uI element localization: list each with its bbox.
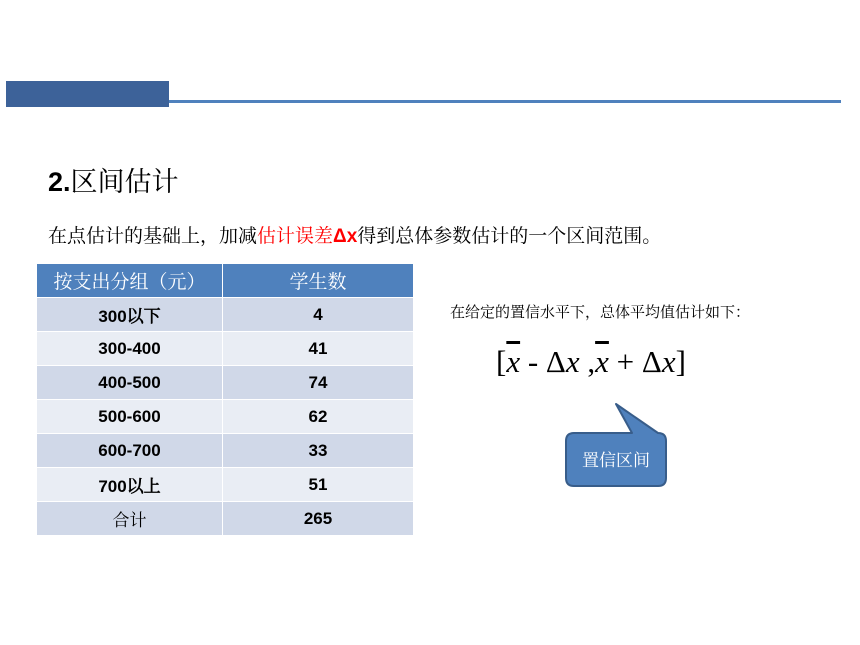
table-cell-count: 51 [223,468,414,502]
formula-minus-delta: - Δ [520,344,566,379]
section-number: 2. [48,167,71,197]
table-cell-group: 700以上 [37,468,223,502]
confidence-interval-formula [496,344,686,380]
formula-xbar: $\overline{x}$ [595,344,609,379]
intro-symbol: Δx [333,226,358,247]
formula-plus-delta: + Δ [608,344,662,379]
formula-comma: , [579,344,596,379]
table-header-group: 按支出分组（元） [37,264,223,298]
table-cell-group: 600-700 [37,434,223,468]
frequency-table [36,263,414,536]
table-row [37,298,414,332]
intro-sentence [48,221,661,248]
section-title [48,160,179,199]
table-total-row [37,502,414,536]
table-row [37,400,414,434]
table-cell-count: 33 [223,434,414,468]
intro-highlight: 估计误差 [257,226,334,247]
header-bar-block [6,81,169,107]
formula-xbar: $\overline{x}$ [506,344,521,379]
table-row [37,366,414,400]
formula-x: x [565,344,580,379]
table-cell-count: 62 [223,400,414,434]
table-row [37,332,414,366]
table-cell-group: 300-400 [37,332,223,366]
intro-before: 在点估计的基础上，加减 [48,226,258,247]
table-cell-count: 4 [223,298,414,332]
table-cell-group: 400-500 [37,366,223,400]
table-header-count: 学生数 [223,264,414,298]
table-cell-count: 41 [223,332,414,366]
formula-x: x [661,344,676,379]
table-cell-group: 300以下 [37,298,223,332]
confidence-text: 在给定的置信水平下，总体平均值估计如下： [450,304,751,321]
table-cell-group: 500-600 [37,400,223,434]
formula-close-bracket: ] [675,344,686,379]
table-row [37,468,414,502]
section-title-text: 区间估计 [70,167,179,197]
table-cell-total-label: 合计 [37,502,223,536]
table-cell-total-count: 265 [223,502,414,536]
callout-label: 置信区间 [582,451,650,470]
table-header-row [37,264,414,298]
intro-after: 得到总体参数估计的一个区间范围。 [357,226,662,247]
table-cell-count: 74 [223,366,414,400]
table-row [37,434,414,468]
formula-open-bracket: [ [496,344,507,379]
header-bar-line [169,100,841,103]
